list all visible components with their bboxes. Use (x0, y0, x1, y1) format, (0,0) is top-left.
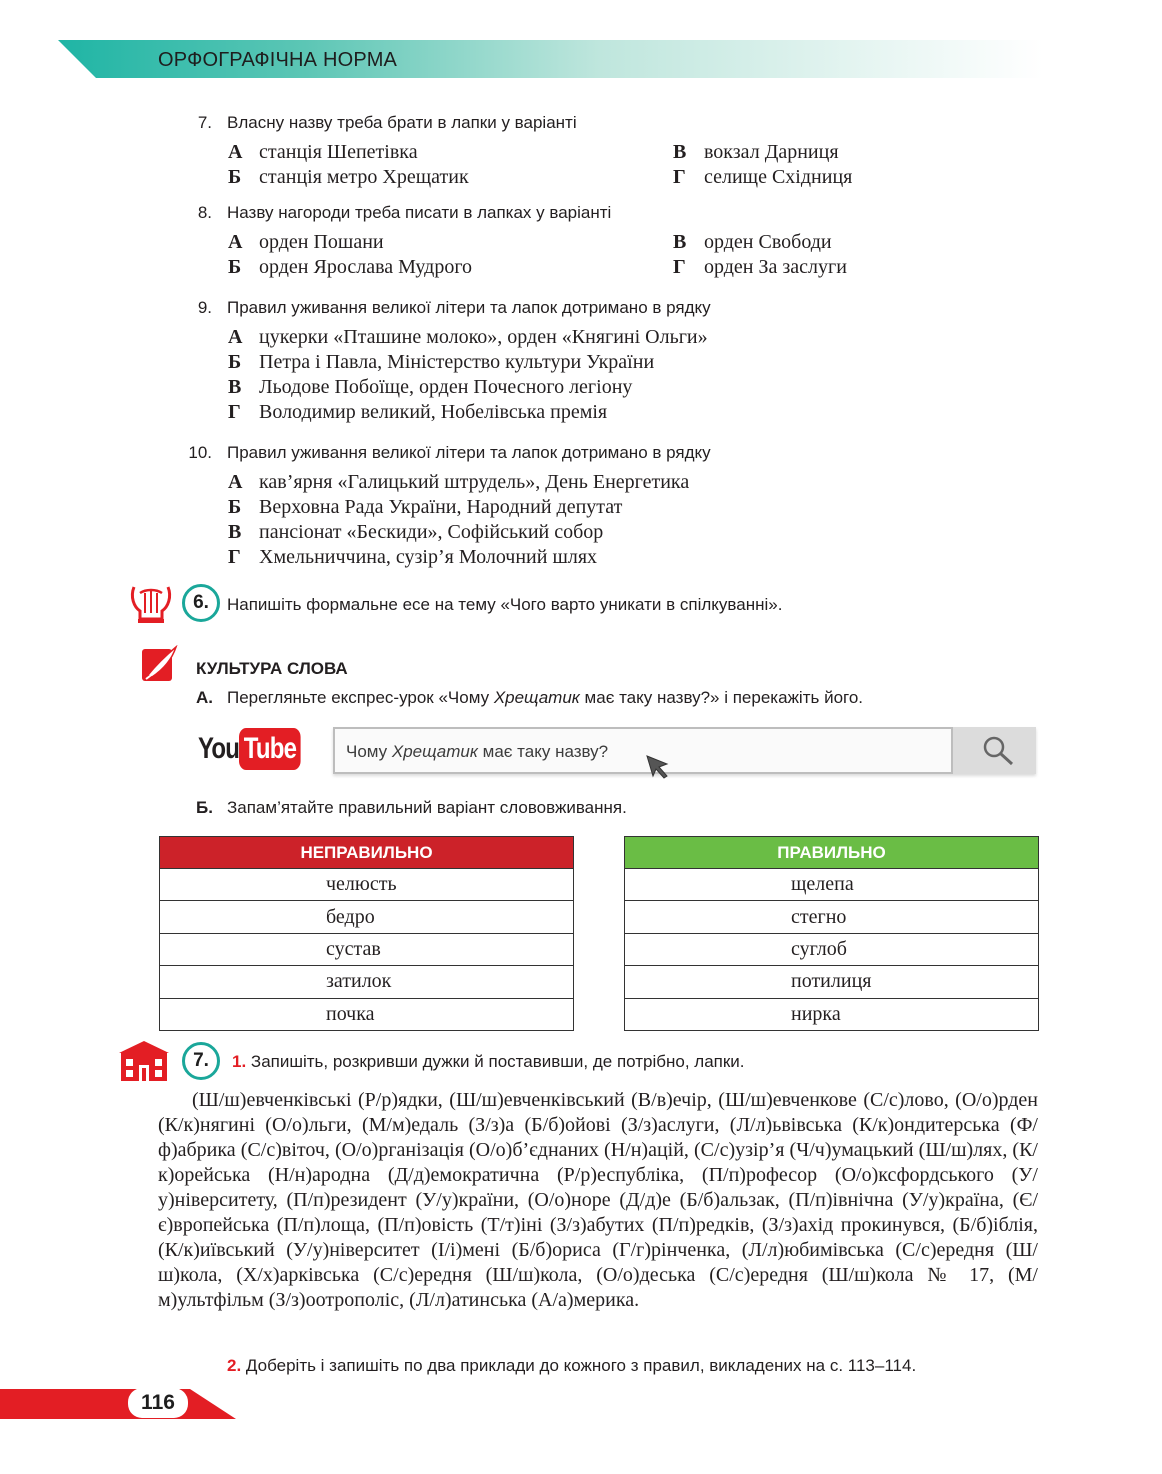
table-row (160, 966, 574, 998)
option-text: орден Ярослава Мудрого (259, 256, 473, 278)
option-a (228, 326, 708, 349)
option-text: Хмельниччина, сузір’я Молочний шлях (259, 546, 598, 568)
search-icon (981, 735, 1015, 767)
subtask-text-part: має таку назву?» і перекажіть його. (579, 688, 864, 707)
wrong-words-table (159, 836, 574, 1031)
table-row (160, 933, 574, 965)
subtask-label: Б. (196, 798, 213, 817)
table-row (625, 998, 1039, 1030)
option-letter: Г (228, 401, 241, 423)
question-number: 8. (197, 203, 212, 222)
option-h (228, 401, 607, 424)
subtask-b (196, 798, 627, 818)
option-text: Петра і Павла, Міністерство культури України (259, 351, 655, 373)
youtube-logo-you: You (198, 732, 240, 765)
option-text: пансіонат «Бескиди», Софійський собор (259, 521, 604, 543)
option-text: Володимир великий, Нобелівська премія (259, 401, 608, 423)
option-letter: А (228, 471, 243, 493)
search-query-part: Чому (346, 742, 392, 761)
right-words-table (624, 836, 1039, 1031)
option-letter: В (673, 231, 687, 253)
option-a (228, 471, 689, 494)
question-number: 7. (197, 113, 212, 132)
option-text: вокзал Дарниця (704, 141, 839, 163)
option-v (228, 521, 603, 544)
table-header: НЕПРАВИЛЬНО (160, 837, 574, 869)
subtask-a (196, 688, 863, 708)
option-b (228, 256, 472, 279)
table-cell: затилок (160, 966, 574, 998)
table-cell: челюсть (160, 869, 574, 901)
table-header: ПРАВИЛЬНО (625, 837, 1039, 869)
option-text: станція Шепетівка (259, 141, 418, 163)
table-cell: щелепа (625, 869, 1039, 901)
table-cell: нирка (625, 998, 1039, 1030)
option-a (228, 231, 384, 254)
option-letter: Б (228, 166, 242, 188)
table-row (160, 869, 574, 901)
subtask-text: Запам’ятайте правильний варіант слововживання. (227, 798, 627, 817)
option-v (673, 141, 839, 164)
table-row (625, 933, 1039, 965)
search-query (346, 742, 608, 762)
chapter-title: ОРФОГРАФІЧНА НОРМА (158, 49, 398, 71)
option-b (228, 496, 622, 519)
option-b (228, 166, 469, 189)
table-cell: потилиця (625, 966, 1039, 998)
option-h (228, 546, 597, 569)
question-text: Правил уживання великої літери та лапок дотримано в рядку (227, 443, 711, 462)
search-button[interactable] (951, 727, 1036, 774)
table-row (625, 966, 1039, 998)
option-letter: Г (228, 546, 241, 568)
option-letter: Г (673, 256, 686, 278)
table-cell: сустав (160, 933, 574, 965)
option-text: орден За заслуги (704, 256, 847, 278)
search-query-italic: Хрещатик (391, 742, 478, 761)
youtube-logo (198, 728, 317, 770)
exercise-paragraph: (Ш/ш)евченківські (Р/р)ядки, (Ш/ш)евченківський (В/в)ечір, (Ш/ш)евченкове (С/с)лово, (О/о)рден (К/к)нягині (О/о)льги, (М/м)едаль (З/з)а (Б/б)ойові (З/з)аслуги, (Л/л)ьвівська (К/к)ондитерська (Ф/ф)абрика (С/с)віточ, (О/о)рганізація (О/о)б’єднаних (Н/н)ацій, (С/с)узір’я (Ч/ч)умацький (Ш/ш)лях, (К/к)орейська (Н/н)ародна (Д/д)емократична (Р/р)еспубліка, (П/п)рофесор (О/о)ксфордського (У/у)ніверситету, (П/п)резидент (У/у)країни, (О/о)норе (Д/д)е (Б/б)альзак, (П/п)івнічна (У/у)країна, (Є/є)вропейська (П/п)лоща, (П/п)овість (Т/т)іні (З/з)абутих (П/п)редків, (З/з)ахід прокинувся, (Б/б)іблія, (К/к)иївський (У/у)ніверситет (І/і)мені (Б/б)ориса (Г/г)рінченка, (Л/л)юбимівська (С/с)ередня (Ш/ш)кола, (Х/х)арківська (С/с)ередня (Ш/ш)кола, (О/о)деська (С/с)ередня (Ш/ш)кола № 17, (М/м)ультфільм (З/з)оотрополіс, (Л/л)атинська (А/а)мерика. (158, 1089, 1038, 1311)
search-query-part: має таку назву? (477, 742, 609, 761)
subtask-text-italic: Хрещатик (493, 688, 580, 707)
task-7-sub1 (232, 1052, 745, 1072)
task-6-text: Напишіть формальне есе на тему «Чого варто уникати в спілкуванні». (227, 595, 783, 614)
question-number: 10. (188, 443, 212, 462)
table-row (160, 901, 574, 933)
option-text: Верховна Рада України, Народний депутат (259, 496, 623, 518)
subtask-text-part: Перегляньте експрес-урок «Чому (227, 688, 494, 707)
option-letter: В (228, 376, 242, 398)
school-building-icon (117, 1039, 171, 1083)
option-letter: В (228, 521, 242, 543)
option-letter: В (673, 141, 687, 163)
option-letter: А (228, 231, 243, 253)
option-text: орден Свободи (704, 231, 832, 253)
option-text: цукерки «Пташине молоко», орден «Княгині Ольги» (259, 326, 708, 348)
subtask-number: 1. (232, 1052, 247, 1071)
option-b (228, 351, 654, 374)
youtube-logo-tube: Tube (239, 728, 301, 770)
cursor-arrow-icon (645, 754, 671, 780)
subtask-label: А. (196, 688, 213, 707)
option-text: селище Східниця (704, 166, 853, 188)
subtask-text: Запишіть, розкривши дужки й поставивши, де потрібно, лапки. (250, 1052, 745, 1071)
question-text: Власну назву треба брати в лапки у варіанті (227, 113, 577, 132)
subtask-number: 2. (227, 1356, 242, 1375)
option-letter: Б (228, 256, 242, 278)
option-a (228, 141, 418, 164)
task-number-badge: 7. (182, 1042, 220, 1080)
option-letter: Б (228, 496, 242, 518)
subtask-text: Доберіть і запишіть по два приклади до кожного з правил, викладених на с. 113–114. (245, 1356, 917, 1375)
option-v (228, 376, 632, 399)
table-row (625, 901, 1039, 933)
option-letter: Б (228, 351, 242, 373)
task-7-sub2 (227, 1356, 916, 1376)
option-letter: А (228, 326, 243, 348)
lyre-icon (128, 583, 174, 625)
table-row (160, 998, 574, 1030)
option-text: Льодове Побоїще, орден Почесного легіону (259, 376, 633, 398)
table-cell: почка (160, 998, 574, 1030)
option-h (673, 166, 852, 189)
task-number-badge: 6. (182, 584, 220, 622)
quill-paper-icon (138, 645, 180, 685)
option-text: станція метро Хрещатик (259, 166, 469, 188)
question-number: 9. (197, 298, 212, 317)
table-cell: суглоб (625, 933, 1039, 965)
option-letter: Г (673, 166, 686, 188)
page-number: 116 (128, 1388, 188, 1418)
section-title: КУЛЬТУРА СЛОВА (196, 659, 348, 678)
option-text: орден Пошани (259, 231, 384, 253)
page-number-band (0, 1389, 236, 1419)
table-cell: стегно (625, 901, 1039, 933)
option-h (673, 256, 847, 279)
table-cell: бедро (160, 901, 574, 933)
table-row (625, 869, 1039, 901)
option-text: кав’ярня «Галицький штрудель», День Енергетика (259, 471, 690, 493)
question-text: Правил уживання великої літери та лапок дотримано в рядку (227, 298, 711, 317)
question-text: Назву нагороди треба писати в лапках у варіанті (227, 203, 612, 222)
option-v (673, 231, 832, 254)
option-letter: А (228, 141, 243, 163)
